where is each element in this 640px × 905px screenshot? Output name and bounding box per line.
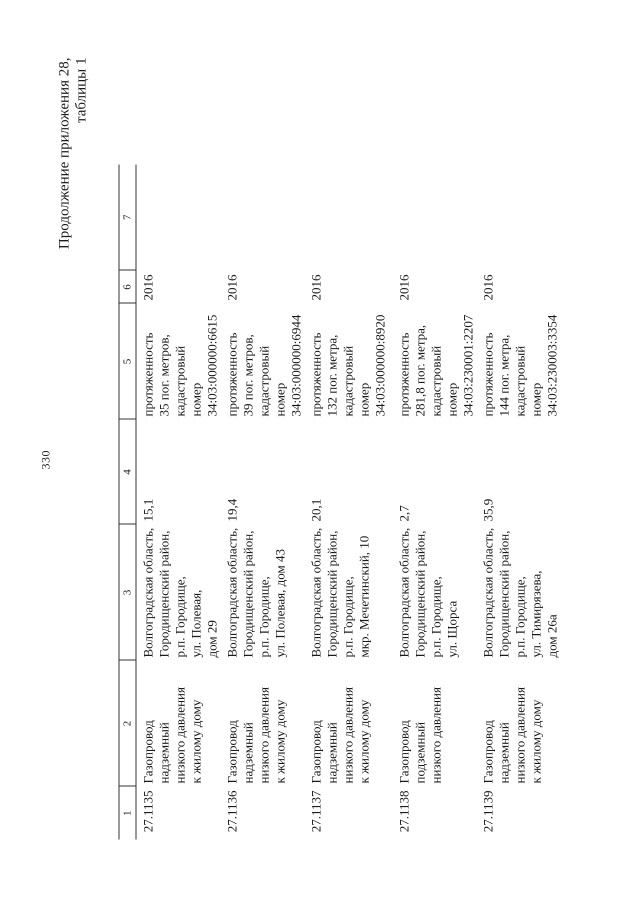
object-year: 2016 [480,274,496,301]
object-note [221,165,305,271]
heading-line-1: Продолжение приложения 28, [56,57,73,250]
column-header-2: 2 [119,661,136,787]
object-value: 35,9 [480,498,496,522]
table-row [305,165,393,840]
column-header-4: 4 [119,420,136,525]
object-characteristics: протяженность 144 пог. метра, кадастровый номер 34:03:230003:3354 [480,314,560,417]
object-name: Газопровод надземный низкого давления к жилому дому [140,687,204,784]
object-note [305,165,393,271]
page-number: 330 [38,450,53,470]
object-characteristics: протяженность 35 пог. метров, кадастровый номер 34:03:000000:6615 [140,314,220,417]
column-header-7: 7 [119,165,136,271]
object-value: 2,7 [396,505,412,522]
row-number: 27.1136 [224,790,240,833]
row-number: 27.1138 [396,790,412,833]
object-name: Газопровод надземный низкого давления к жилому дому [224,687,288,784]
rotated-landscape-page [1,0,640,905]
object-address: Волгоградская область, Городищенский район, р.п. Городище, ул. Щорса [396,527,460,658]
row-number: 27.1139 [480,790,496,833]
object-name: Газопровод надземный низкого давления к жилому дому [480,687,544,784]
continuation-heading [57,58,91,250]
table-row [221,165,305,840]
object-value: 20,1 [308,498,324,522]
object-characteristics: протяженность 39 пог. метров, кадастровый номер 34:03:000000:6944 [224,314,304,417]
table-row [477,165,561,840]
object-value: 19,4 [224,498,240,522]
object-note [393,165,477,271]
object-address: Волгоградская область, Городищенский район, р.п. Городище, ул. Тимирязева, дом 26а [480,527,560,658]
object-address: Волгоградская область, Городищенский район, р.п. Городище, ул. Полевая, дом 29 [140,527,220,658]
heading-line-2: таблицы 1 [73,57,90,124]
object-year: 2016 [308,274,324,301]
column-header-5: 5 [119,304,136,420]
column-number-row [119,165,136,840]
object-name: Газопровод подземный низкого давления [396,687,444,784]
object-year: 2016 [140,274,156,301]
table-row [393,165,477,840]
object-characteristics: протяженность 281,8 пог. метра, кадастровый номер 34:03:230001:2207 [396,314,476,417]
object-characteristics: протяженность 132 пог. метра, кадастровый номер 34:03:000000:8920 [308,314,388,417]
data-table [119,165,561,840]
row-number: 27.1135 [140,790,156,833]
column-header-3: 3 [119,525,136,661]
row-number: 27.1137 [308,790,324,833]
object-note [477,165,561,271]
object-year: 2016 [396,274,412,301]
table-row [136,165,221,840]
column-header-1: 1 [119,787,136,840]
object-year: 2016 [224,274,240,301]
column-header-6: 6 [119,271,136,304]
object-address: Волгоградская область, Городищенский район, р.п. Городище, ул. Полевая, дом 43 [224,527,288,658]
object-note [136,165,221,271]
object-name: Газопровод надземный низкого давления к жилому дому [308,687,372,784]
object-value: 15,1 [140,498,156,522]
object-address: Волгоградская область, Городищенский район, р.п. Городище, мкр. Мечетинский, 10 [308,527,372,658]
